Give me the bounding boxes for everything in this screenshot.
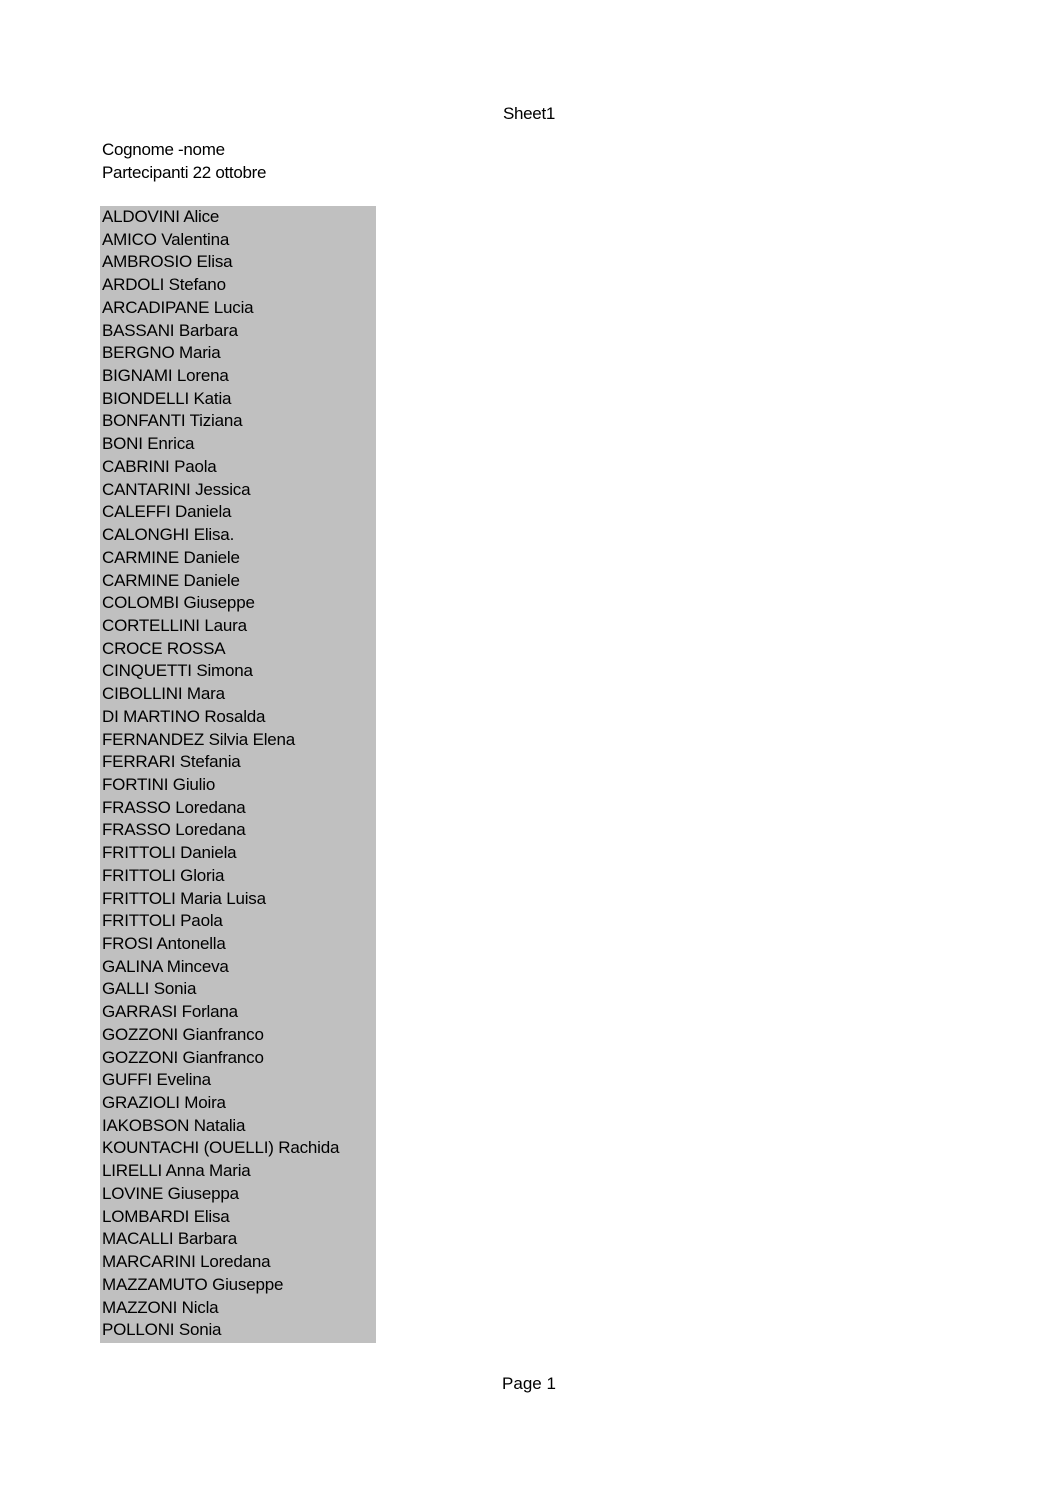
- participant-row: BONI Enrica: [102, 434, 195, 454]
- participant-row: GALLI Sonia: [102, 979, 197, 999]
- participant-row: MAZZONI Nicla: [102, 1297, 219, 1317]
- participant-row: ARDOLI Stefano: [102, 275, 226, 295]
- participant-row: FRITTOLI Daniela: [102, 843, 237, 863]
- participant-row: GOZZONI Gianfranco: [102, 1024, 264, 1044]
- participant-row: FRITTOLI Maria Luisa: [102, 888, 266, 908]
- participant-row: FERNANDEZ Silvia Elena: [102, 729, 296, 749]
- participant-row: FRITTOLI Gloria: [102, 865, 225, 885]
- participant-row: POLLONI Sonia: [102, 1320, 222, 1340]
- participant-row: FRASSO Loredana: [102, 820, 246, 840]
- participant-row: CALEFFI Daniela: [102, 502, 232, 522]
- participant-row: CARMINE Daniele: [102, 547, 240, 567]
- participant-row: AMBROSIO Elisa: [102, 252, 233, 272]
- participant-row: MARCARINI Loredana: [102, 1252, 271, 1272]
- participant-row: CARMINE Daniele: [102, 570, 240, 590]
- participant-row: COLOMBI Giuseppe: [102, 593, 255, 613]
- participant-row: FRITTOLI Paola: [102, 911, 223, 931]
- participant-row: LOMBARDI Elisa: [102, 1206, 230, 1226]
- participant-row: GARRASI Forlana: [102, 1002, 238, 1022]
- participant-row: GRAZIOLI Moira: [102, 1093, 226, 1113]
- participant-row: CANTARINI Jessica: [102, 479, 251, 499]
- participant-row: ALDOVINI Alice: [102, 207, 220, 226]
- column-header: [102, 138, 266, 184]
- participant-row: CROCE ROSSA: [102, 638, 226, 658]
- participant-row: MAZZAMUTO Giuseppe: [102, 1274, 284, 1294]
- participant-row: GALINA Minceva: [102, 956, 229, 976]
- participant-row: CABRINI Paola: [102, 456, 217, 476]
- participant-row: GOZZONI Gianfranco: [102, 1047, 264, 1067]
- participant-row: CINQUETTI Simona: [102, 661, 253, 681]
- participant-row: FROSI Antonella: [102, 934, 226, 953]
- participant-row: AMICO Valentina: [102, 229, 230, 249]
- participant-row: FRASSO Loredana: [102, 797, 246, 817]
- sheet-title: Sheet1: [502, 104, 556, 123]
- header-line-cognome-nome: Cognome -nome: [102, 140, 225, 159]
- participant-row: GUFFI Evelina: [102, 1070, 211, 1090]
- participant-row: CIBOLLINI Mara: [102, 684, 225, 704]
- participant-row: BIONDELLI Katia: [102, 388, 232, 408]
- participant-row: FERRARI Stefania: [102, 752, 241, 772]
- participant-row: BIGNAMI Lorena: [102, 366, 229, 386]
- participant-row: FORTINI Giulio: [102, 774, 216, 794]
- participant-row: BASSANI Barbara: [102, 320, 238, 340]
- participants-list: [100, 206, 376, 1343]
- participant-row: CORTELLINI Laura: [102, 615, 247, 635]
- participant-row: IAKOBSON Natalia: [102, 1115, 246, 1135]
- participant-row: BERGNO Maria: [102, 343, 221, 363]
- participant-row: ARCADIPANE Lucia: [102, 297, 254, 317]
- page-number: Page 1: [502, 1374, 556, 1393]
- participant-row: LOVINE Giuseppa: [102, 1183, 239, 1203]
- participant-row: LIRELLI Anna Maria: [102, 1161, 251, 1181]
- participant-row: CALONGHI Elisa.: [102, 525, 235, 545]
- participant-row: MACALLI Barbara: [102, 1229, 237, 1249]
- participant-row: DI MARTINO Rosalda: [102, 706, 266, 726]
- header-line-partecipanti: Partecipanti 22 ottobre: [102, 163, 267, 182]
- participant-row: BONFANTI Tiziana: [102, 411, 243, 431]
- participant-row: KOUNTACHI (OUELLI) Rachida: [102, 1138, 340, 1158]
